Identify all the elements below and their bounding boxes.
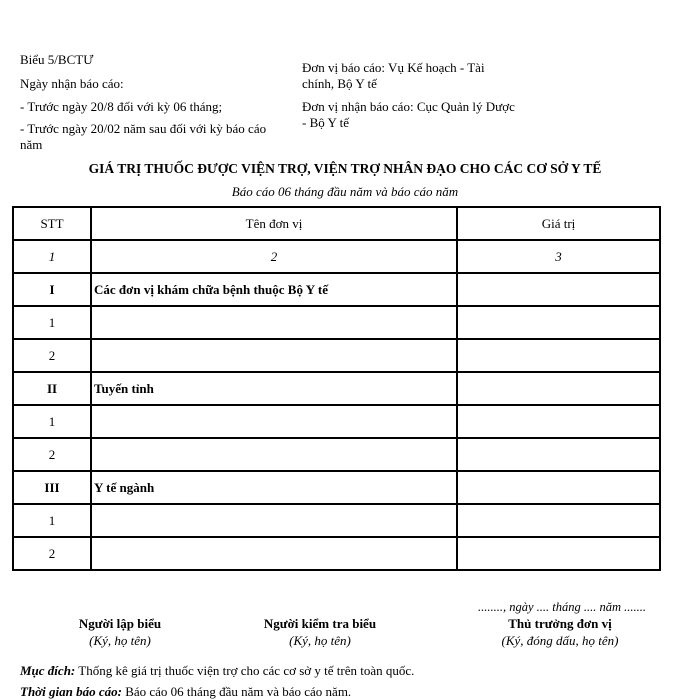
row-unit-name: Tuyến tỉnh [91, 372, 457, 405]
header-unit-name: Tên đơn vị [91, 207, 457, 240]
report-subtitle: Báo cáo 06 tháng đầu năm và báo cáo năm [231, 184, 459, 199]
form-code: Biểu 5/BCTƯ [20, 52, 94, 67]
index-col-2: 2 [91, 240, 457, 273]
row-stt: I [13, 273, 91, 306]
row-value [457, 504, 660, 537]
table-header-row [13, 207, 660, 240]
row-stt: 2 [13, 339, 91, 372]
table-group-row [13, 471, 660, 504]
table-row [13, 537, 660, 570]
row-unit-name [91, 405, 457, 438]
row-value [457, 405, 660, 438]
row-stt: 1 [13, 504, 91, 537]
table-index-row [13, 240, 660, 273]
head-note: (Ký, đóng dấu, họ tên) [501, 633, 619, 648]
receive-date-label: Ngày nhận báo cáo: [20, 76, 124, 91]
reporting-unit-line1: Đơn vị báo cáo: Vụ Kế hoạch - Tài [302, 60, 485, 75]
row-unit-name [91, 504, 457, 537]
row-stt: 2 [13, 537, 91, 570]
row-unit-name: Y tế ngành [91, 471, 457, 504]
row-unit-name [91, 339, 457, 372]
row-unit-name: Các đơn vị khám chữa bệnh thuộc Bộ Y tế [91, 273, 457, 306]
preparer-note: (Ký, họ tên) [89, 633, 151, 648]
reporting-unit-line2: chính, Bộ Y tế [302, 76, 377, 91]
checker-note: (Ký, họ tên) [289, 633, 351, 648]
preparer-title: Người lập biểu [78, 616, 162, 631]
table-row [13, 306, 660, 339]
row-value [457, 471, 660, 504]
table-group-row [13, 273, 660, 306]
period-label: Thời gian báo cáo: [20, 684, 122, 699]
receiving-unit-line1: Đơn vị nhận báo cáo: Cục Quản lý Dược [302, 99, 515, 114]
checker-title: Người kiểm tra biểu [263, 616, 377, 631]
row-value [457, 339, 660, 372]
period-text: Báo cáo 06 tháng đầu năm và báo cáo năm. [121, 684, 352, 699]
deadline-year-line1: - Trước ngày 20/02 năm sau đối với kỳ báo cáo [20, 121, 267, 136]
period-line [20, 683, 351, 700]
table-row [13, 405, 660, 438]
report-table [12, 206, 661, 571]
row-value [457, 372, 660, 405]
table-group-row [13, 372, 660, 405]
row-value [457, 273, 660, 306]
index-col-3: 3 [457, 240, 660, 273]
row-stt: 2 [13, 438, 91, 471]
index-col-1: 1 [13, 240, 91, 273]
deadline-year-line2: năm [20, 137, 43, 152]
row-stt: III [13, 471, 91, 504]
report-title: GIÁ TRỊ THUỐC ĐƯỢC VIỆN TRỢ, VIỆN TRỢ NHÂN ĐẠO CHO CÁC CƠ SỞ Y TẾ [88, 161, 602, 176]
table-row [13, 339, 660, 372]
head-title: Thủ trưởng đơn vị [508, 616, 612, 631]
row-unit-name [91, 306, 457, 339]
row-unit-name [91, 438, 457, 471]
row-value [457, 438, 660, 471]
table-row [13, 438, 660, 471]
row-value [457, 306, 660, 339]
row-value [457, 537, 660, 570]
row-unit-name [91, 537, 457, 570]
header-stt: STT [13, 207, 91, 240]
purpose-line [20, 662, 414, 679]
table-row [13, 504, 660, 537]
purpose-label: Mục đích: [20, 663, 76, 678]
receiving-unit-line2: - Bộ Y tế [302, 115, 350, 130]
deadline-6-months: - Trước ngày 20/8 đối với kỳ 06 tháng; [20, 99, 223, 114]
row-stt: II [13, 372, 91, 405]
header-value: Giá trị [457, 207, 660, 240]
purpose-text: Thống kê giá trị thuốc viện trợ cho các cơ sở y tế trên toàn quốc. [75, 663, 415, 678]
date-line: ........, ngày .... tháng .... năm ....... [478, 600, 647, 614]
row-stt: 1 [13, 306, 91, 339]
row-stt: 1 [13, 405, 91, 438]
